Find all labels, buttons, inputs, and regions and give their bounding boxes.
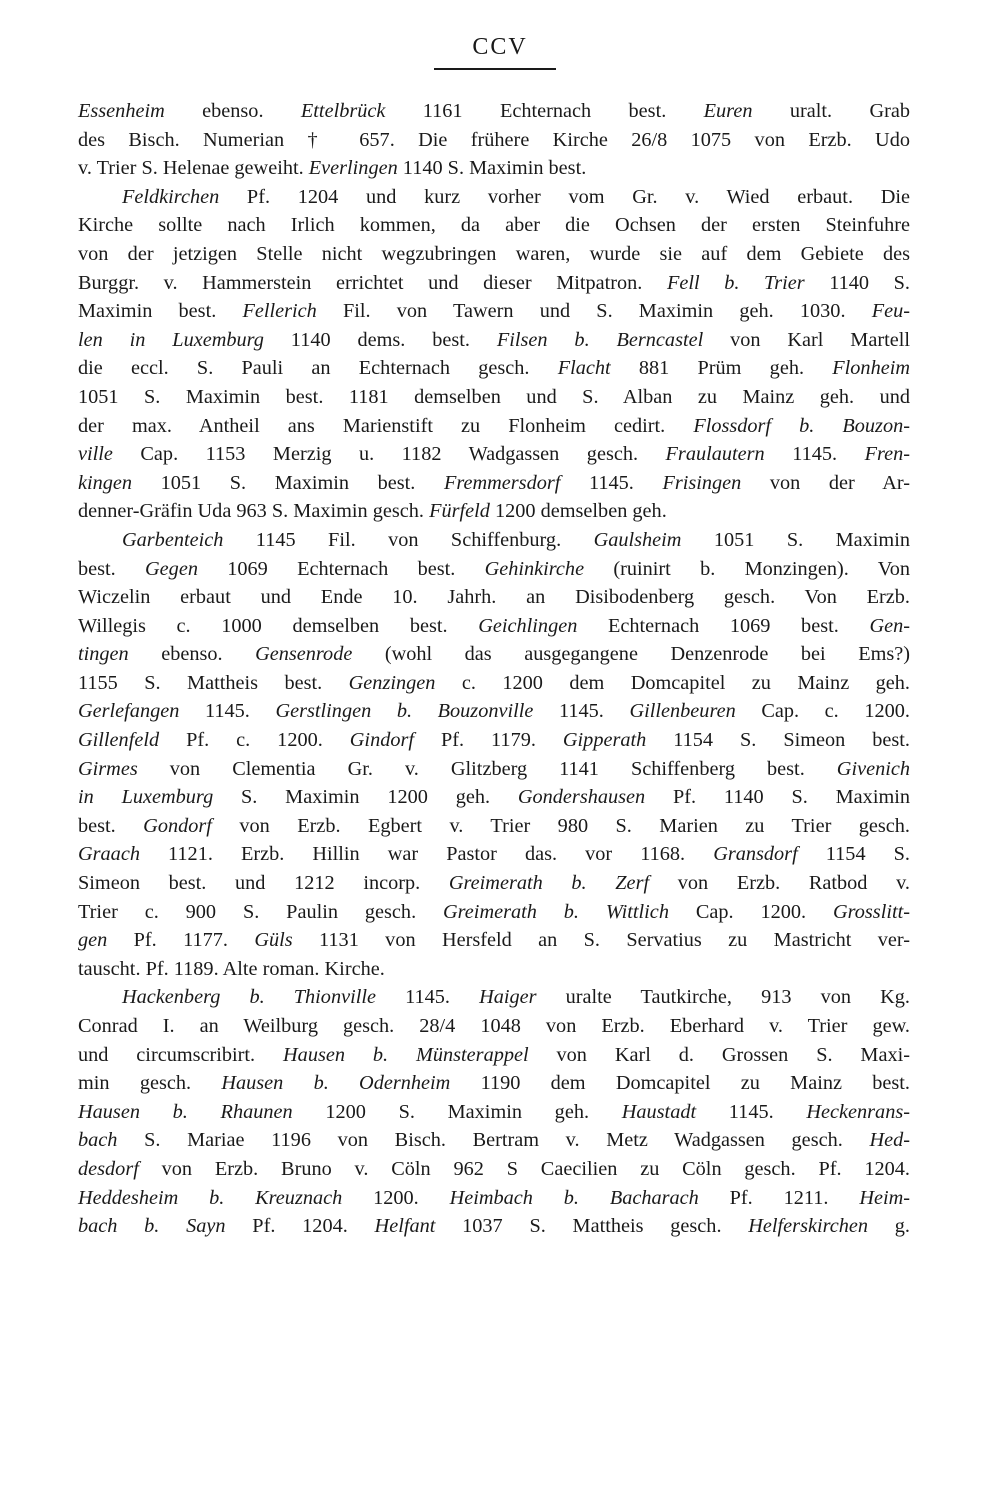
text-line: Maximin best. Fellerich Fil. von Tawern und S. Maximin geh. 1030. Feu-	[78, 300, 910, 323]
text-line: desdorf von Erzb. Bruno v. Cöln 962 S Caecilien zu Cöln gesch. Pf. 1204.	[78, 1157, 910, 1180]
place-name: Grosslitt-	[832, 900, 910, 923]
text-line: kingen 1051 S. Maximin best. Fremmersdorf 1145. Frisingen von der Ar-	[78, 471, 910, 494]
text-line: in Luxemburg S. Maximin 1200 geh. Gondershausen Pf. 1140 S. Maximin	[78, 786, 911, 809]
place-name: Gillenbeuren	[629, 700, 736, 723]
text-line: der max. Antheil ans Marienstift zu Flonheim cedirt. Flossdorf b. Bouzon-	[78, 414, 910, 437]
place-name: Gegen	[145, 557, 198, 580]
text-line: Feldkirchen Pf. 1204 und kurz vorher vom Gr. v. Wied erbaut. Die	[122, 185, 910, 208]
place-name: len in Luxemburg	[78, 328, 264, 351]
text-line: Girmes von Clementia Gr. v. Glitzberg 1141 Schiffenberg best. Givenich	[78, 757, 910, 780]
text-line: bach S. Mariae 1196 von Bisch. Bertram v. Metz Wadgassen gesch. Hed-	[78, 1129, 910, 1152]
text-line: bach b. Sayn Pf. 1204. Helfant 1037 S. Mattheis gesch. Helferskirchen g.	[78, 1215, 911, 1238]
place-name: Gondorf	[143, 814, 212, 837]
place-name: Gen-	[869, 614, 910, 637]
text-line: von der jetzigen Stelle nicht wegzubringen waren, wurde sie auf dem Gebiete des	[78, 242, 910, 265]
place-name: Fürfeld	[429, 500, 490, 523]
text-line: best. Gegen 1069 Echternach best. Gehinkirche (ruinirt b. Monzingen). Von	[78, 557, 911, 580]
text-line: Essenheim ebenso. Ettelbrück 1161 Echternach best. Euren uralt. Grab	[78, 100, 911, 122]
text-line: Willegis c. 1000 demselben best. Geichlingen Echternach 1069 best. Gen-	[78, 614, 910, 637]
place-name: Heddesheim b. Kreuznach	[78, 1186, 343, 1209]
place-name: Everlingen	[308, 157, 398, 180]
place-name: Girmes	[78, 757, 138, 780]
place-name: Geichlingen	[478, 614, 578, 637]
paragraph	[78, 983, 910, 1240]
place-name: desdorf	[78, 1157, 139, 1180]
place-name: Feu-	[871, 300, 910, 323]
place-name: Hausen b. Münsterappel	[283, 1043, 529, 1066]
place-name: Fellerich	[242, 300, 317, 323]
paragraph	[78, 183, 910, 526]
text-line: Gillenfeld Pf. c. 1200. Gindorf Pf. 1179. Gipperath 1154 S. Simeon best.	[78, 729, 910, 752]
place-name: Fren-	[864, 443, 910, 466]
place-name: in Luxemburg	[78, 786, 214, 809]
text-line: Garbenteich 1145 Fil. von Schiffenburg. Gaulsheim 1051 S. Maximin	[122, 528, 910, 551]
text-line: und circumscribirt. Hausen b. Münsterappel von Karl d. Grossen S. Maxi-	[78, 1043, 910, 1066]
text-line: die eccl. S. Pauli an Echternach gesch. Flacht 881 Prüm geh. Flonheim	[78, 357, 910, 380]
place-name: Heim-	[859, 1186, 910, 1209]
place-name: Euren	[703, 100, 753, 122]
place-name: Fell b. Trier	[666, 271, 805, 294]
text-line: v. Trier S. Helenae geweiht. Everlingen 1140 S. Maximin best.	[78, 157, 587, 180]
text-line: len in Luxemburg 1140 dems. best. Filsen b. Berncastel von Karl Martell	[78, 328, 910, 351]
header-rule	[434, 68, 556, 70]
place-name: Hausen b. Rhaunen	[78, 1100, 293, 1123]
text-line: min gesch. Hausen b. Odernheim 1190 dem Domcapitel zu Mainz best.	[78, 1072, 910, 1095]
place-name: Güls	[254, 929, 293, 952]
text-line: tingen ebenso. Gensenrode (wohl das ausgegangene Denzenrode bei Ems?)	[78, 643, 910, 666]
place-name: Fraulautern	[665, 443, 765, 466]
page-number: CCV	[472, 34, 528, 60]
place-name: Helferskirchen	[748, 1215, 869, 1238]
place-name: Gondershausen	[517, 786, 646, 809]
text-line: Heddesheim b. Kreuznach 1200. Heimbach b. Bacharach Pf. 1211. Heim-	[78, 1186, 910, 1209]
text-line: denner-Gräfin Uda 963 S. Maximin gesch. Fürfeld 1200 demselben geh.	[78, 500, 667, 523]
place-name: bach b. Sayn	[78, 1215, 226, 1238]
place-name: Flossdorf b. Bouzon-	[693, 414, 910, 437]
place-name: Filsen b. Berncastel	[496, 328, 704, 351]
text-line: gen Pf. 1177. Güls 1131 von Hersfeld an S. Servatius zu Mastricht ver-	[78, 929, 910, 952]
text-line: des Bisch. Numerian † 657. Die frühere Kirche 26/8 1075 von Erzb. Udo	[78, 128, 910, 151]
place-name: Gensenrode	[255, 643, 353, 666]
place-name: Haustadt	[621, 1100, 697, 1123]
place-name: Gehinkirche	[484, 557, 585, 580]
place-name: bach	[78, 1129, 118, 1152]
place-name: Gipperath	[562, 729, 647, 752]
place-name: Givenich	[836, 757, 910, 780]
place-name: ville	[78, 443, 113, 466]
place-name: Hausen b. Odernheim	[221, 1072, 451, 1095]
place-name: Frisingen	[662, 471, 742, 494]
text-line: ville Cap. 1153 Merzig u. 1182 Wadgassen gesch. Fraulautern 1145. Fren-	[78, 443, 910, 466]
text-line: Hausen b. Rhaunen 1200 S. Maximin geh. Haustadt 1145. Heckenrans-	[78, 1100, 910, 1123]
paragraph	[78, 97, 910, 183]
place-name: Helfant	[374, 1215, 436, 1238]
place-name: Heckenrans-	[806, 1100, 910, 1123]
text-line: Gerlefangen 1145. Gerstlingen b. Bouzonville 1145. Gillenbeuren Cap. c. 1200.	[78, 700, 910, 723]
place-name: Heimbach b. Bacharach	[449, 1186, 699, 1209]
place-name: Feldkirchen	[122, 185, 220, 208]
place-name: Genzingen	[348, 671, 436, 694]
place-name: kingen	[78, 471, 133, 494]
text-line: Hackenberg b. Thionville 1145. Haiger uralte Tautkirche, 913 von Kg.	[122, 986, 910, 1009]
place-name: Hackenberg b. Thionville	[122, 986, 376, 1009]
place-name: Ettelbrück	[300, 100, 386, 122]
place-name: Greimerath b. Zerf	[448, 872, 650, 895]
place-name: Essenheim	[78, 100, 165, 122]
place-name: Gerstlingen b. Bouzonville	[275, 700, 534, 723]
text-line: best. Gondorf von Erzb. Egbert v. Trier 980 S. Marien zu Trier gesch.	[78, 814, 910, 837]
text-line: Wiczelin erbaut und Ende 10. Jahrh. an Disibodenberg gesch. Von Erzb.	[78, 586, 910, 609]
place-name: Gransdorf	[713, 843, 798, 866]
place-name: Flacht	[557, 357, 611, 380]
place-name: Flonheim	[832, 357, 910, 380]
place-name: Fremmersdorf	[443, 471, 561, 494]
place-name: Garbenteich	[122, 528, 224, 551]
text-line: 1051 S. Maximin best. 1181 demselben und S. Alban zu Mainz geh. und	[78, 385, 910, 408]
paragraph	[78, 526, 910, 984]
text-line: tauscht. Pf. 1189. Alte roman. Kirche.	[78, 957, 385, 980]
text-line: Kirche sollte nach Irlich kommen, da aber die Ochsen der ersten Steinfuhre	[78, 214, 910, 237]
place-name: Gaulsheim	[593, 528, 682, 551]
place-name: Hed-	[869, 1129, 910, 1152]
place-name: gen	[78, 929, 108, 952]
body-text	[78, 97, 910, 1241]
text-line: Graach 1121. Erzb. Hillin war Pastor das. vor 1168. Gransdorf 1154 S.	[78, 843, 910, 866]
place-name: Gerlefangen	[78, 700, 180, 723]
place-name: Graach	[78, 843, 140, 866]
place-name: Haiger	[479, 986, 537, 1009]
text-line: Burggr. v. Hammerstein errichtet und dieser Mitpatron. Fell b. Trier 1140 S.	[78, 271, 910, 294]
place-name: Gindorf	[349, 729, 415, 752]
text-line: Conrad I. an Weilburg gesch. 28/4 1048 von Erzb. Eberhard v. Trier gew.	[78, 1015, 910, 1037]
place-name: Greimerath b. Wittlich	[443, 900, 669, 923]
text-line: Simeon best. und 1212 incorp. Greimerath b. Zerf von Erzb. Ratbod v.	[78, 872, 910, 895]
place-name: tingen	[78, 643, 129, 666]
text-line: Trier c. 900 S. Paulin gesch. Greimerath b. Wittlich Cap. 1200. Grosslitt-	[78, 900, 910, 923]
text-line: 1155 S. Mattheis best. Genzingen c. 1200 dem Domcapitel zu Mainz geh.	[78, 671, 910, 694]
place-name: Gillenfeld	[78, 729, 160, 752]
